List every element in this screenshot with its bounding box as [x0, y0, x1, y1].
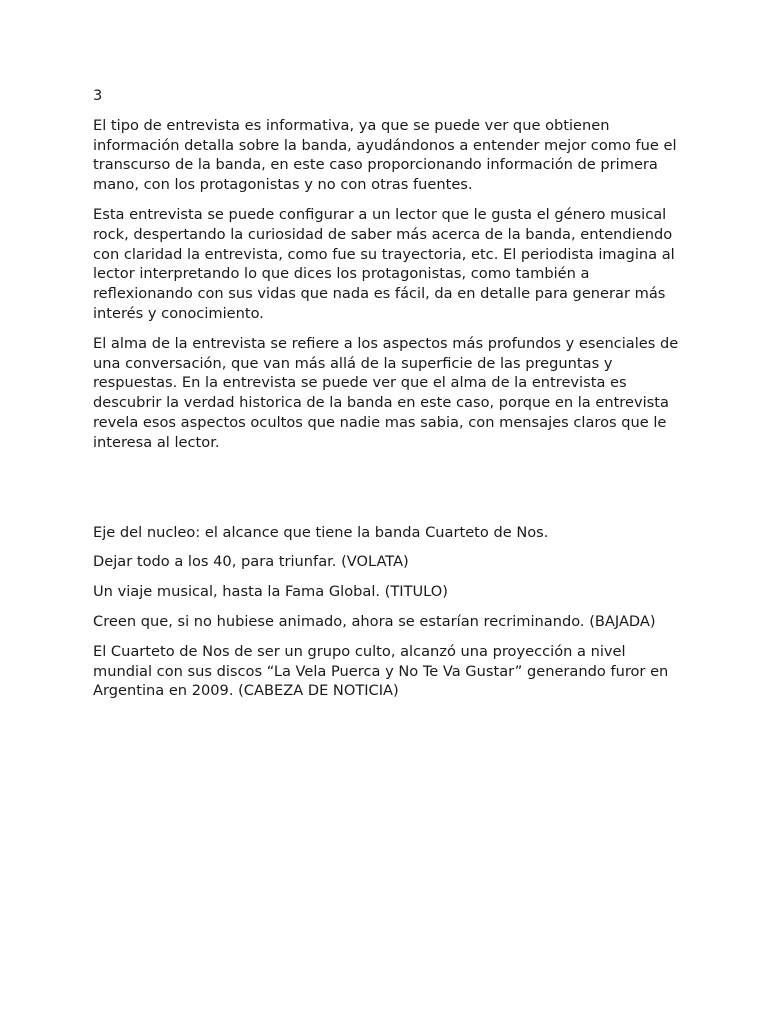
document-body [93, 86, 683, 711]
paragraph-volata: Dejar todo a los 40, para triunfar. (VOLATA) [93, 553, 409, 571]
paragraph-interview-soul: El alma de la entrevista se refiere a los aspectos más profundos y esenciales de una conversación, que van más allá de la superficie de las preguntas y respuestas. En la entrevista se puede ver que el alma de la entrevista es descubrir la verdad historica de la banda en este caso, porque en la entrevista revela esos aspectos ocultos que nadie mas sabia, con mensajes claros que le interesa al lector. [93, 334, 679, 451]
paragraph-cabeza-de-noticia: El Cuarteto de Nos de ser un grupo culto, alcanzó una proyección a nivel mundial con sus discos “La Vela Puerca y No Te Va Gustar” generando furor en Argentina en 2009. (CABEZA DE NOTICIA) [93, 642, 669, 700]
paragraph-reader-profile: Esta entrevista se puede configurar a un lector que le gusta el género musical rock, despertando la curiosidad de saber más acerca de la banda, entendiendo con claridad la entrevista, como fue su trayectoria, etc. El periodista imagina al lector interpretando lo que dices los protagonistas, como también a reflexionando con sus vidas que nada es fácil, da en detalle para generar más interés y conocimiento. [93, 205, 675, 322]
paragraph-core-axis: Eje del nucleo: el alcance que tiene la banda Cuarteto de Nos. [93, 523, 549, 541]
paragraph-titulo: Un viaje musical, hasta la Fama Global. (TITULO) [93, 583, 448, 601]
paragraph-interview-type: El tipo de entrevista es informativa, ya que se puede ver que obtienen información detalla sobre la banda, ayudándonos a entender mejor como fue el transcurso de la banda, en este caso proporcionando información de primera mano, con los protagonistas y no con otras fuentes. [93, 116, 677, 194]
blank-space [93, 463, 683, 523]
paragraph-bajada: Creen que, si no hubiese animado, ahora se estarían recriminando. (BAJADA) [93, 612, 656, 630]
page-number: 3 [93, 87, 103, 104]
